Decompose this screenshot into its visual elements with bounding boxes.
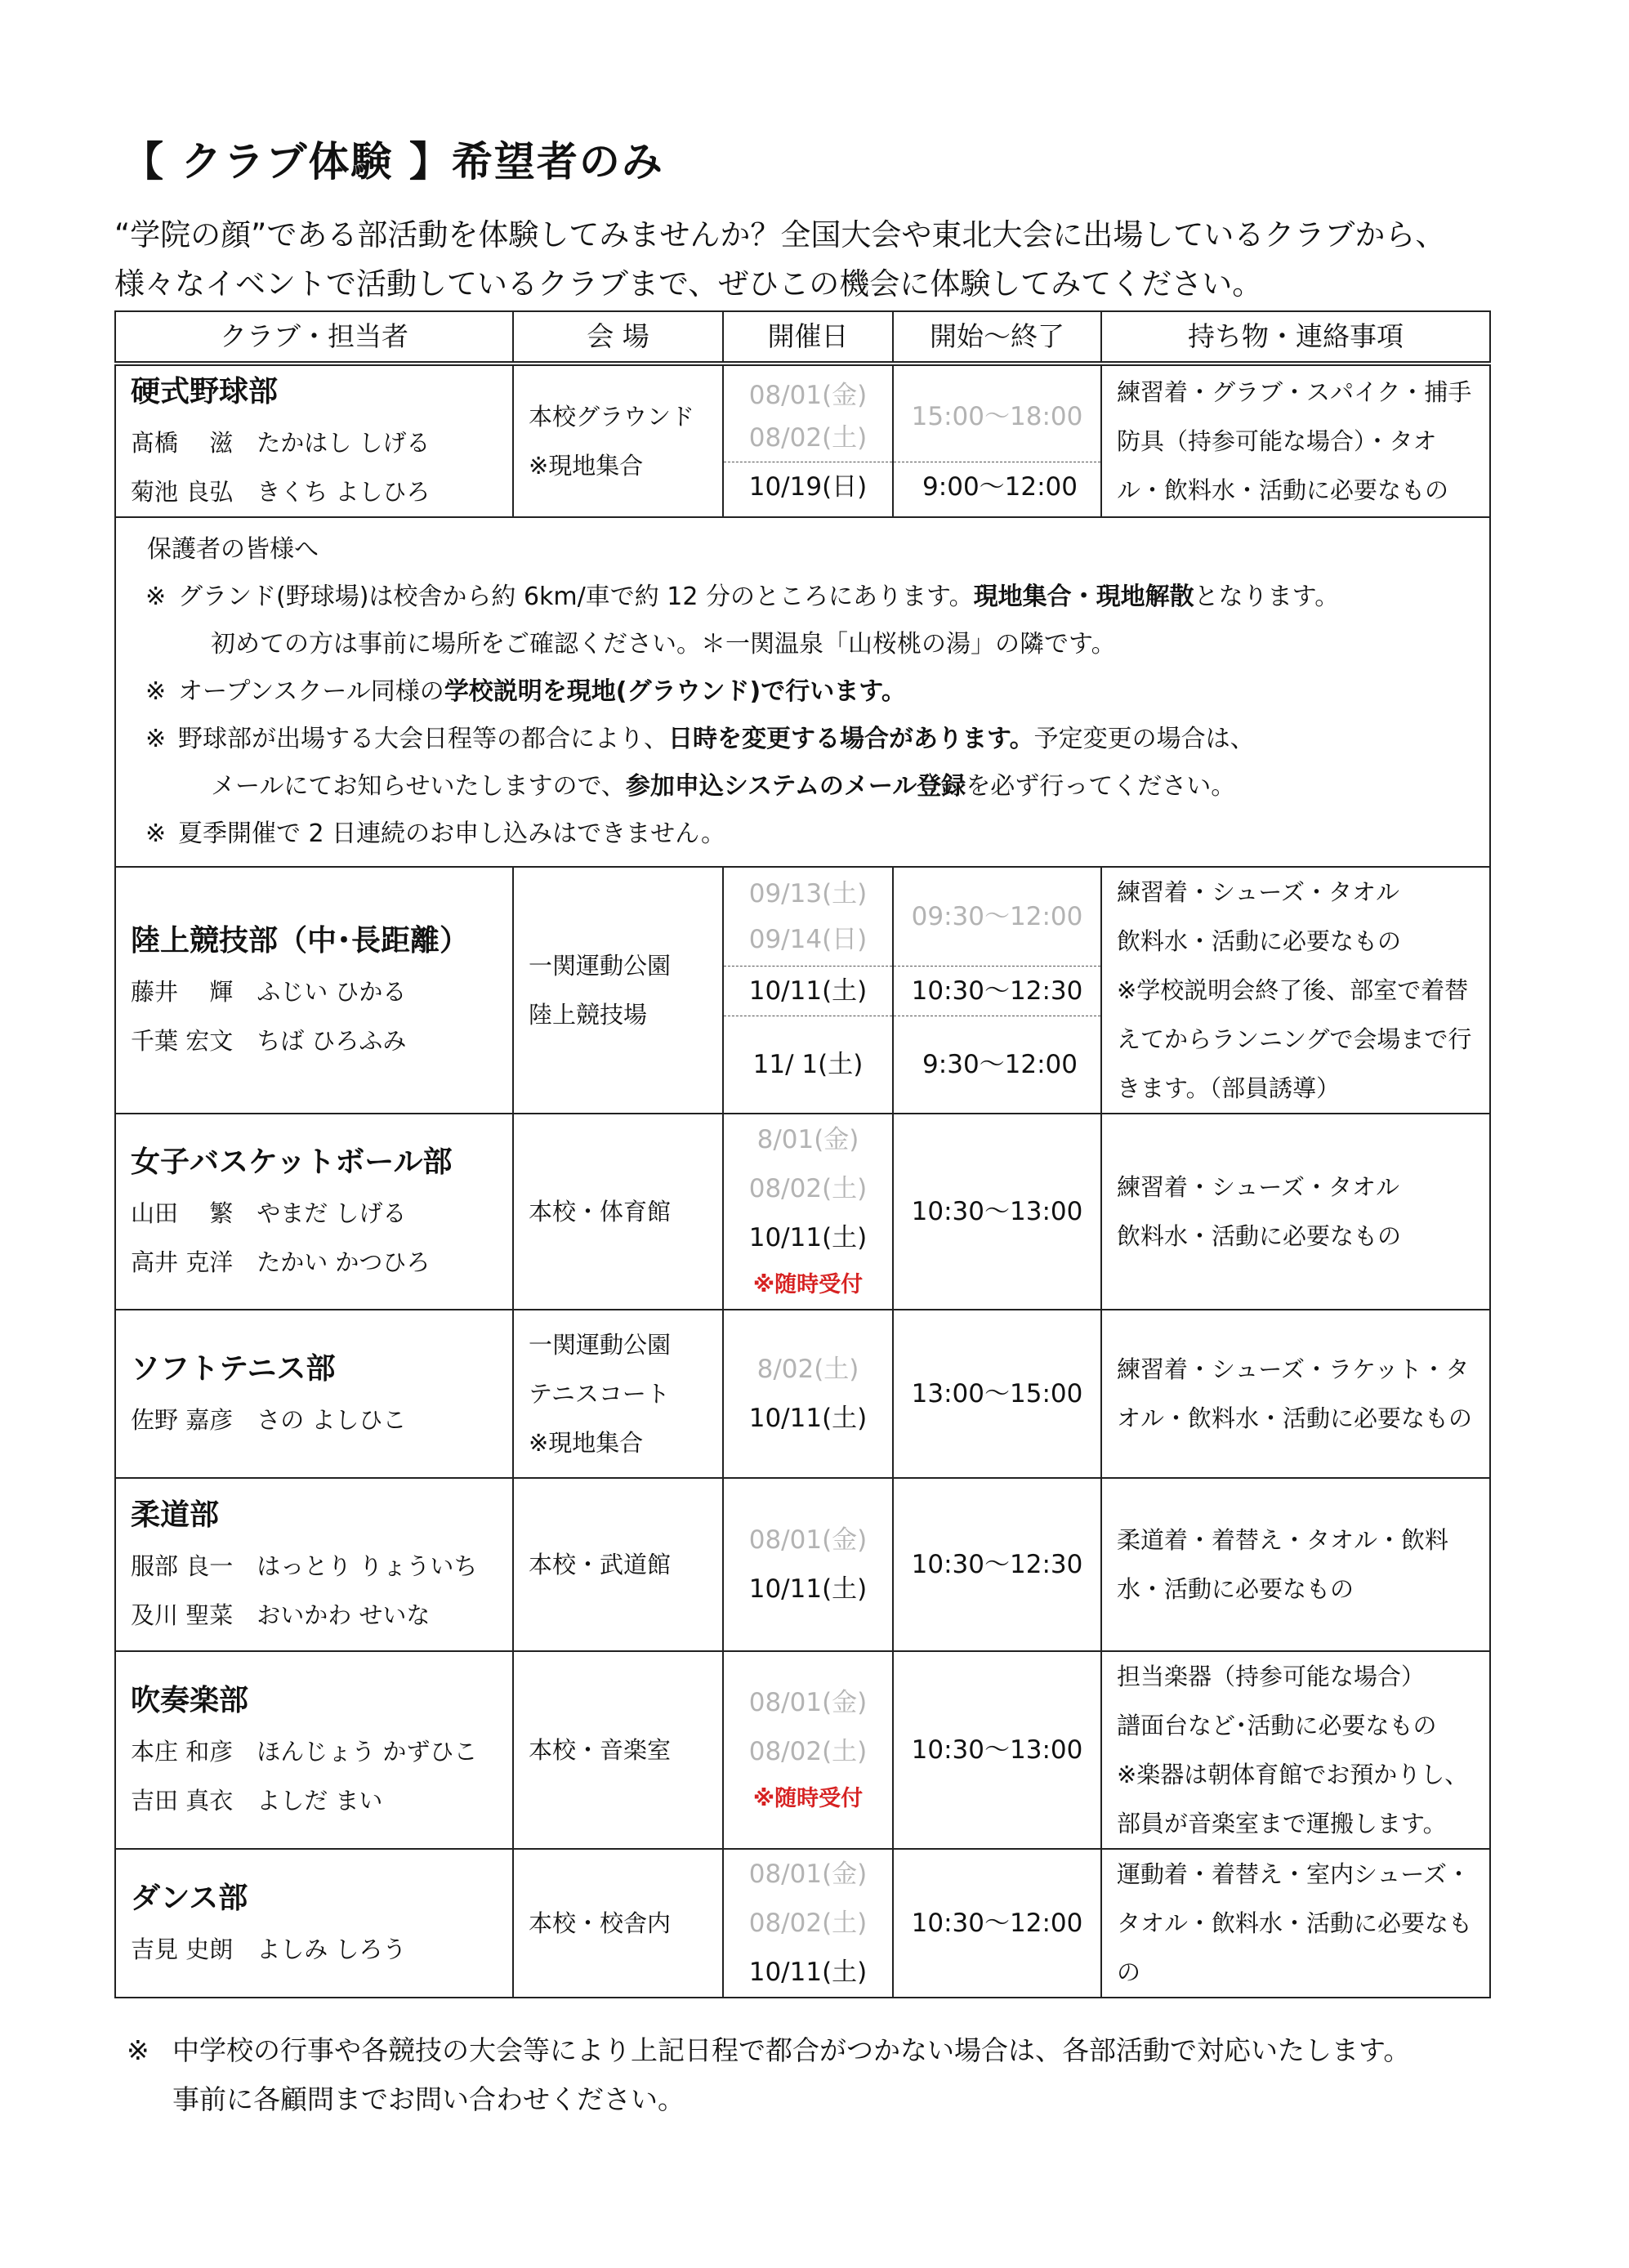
- venue-cell: 本校・武道館: [513, 1478, 723, 1651]
- notice-text: 野球部が出場する大会日程等の都合により、: [178, 725, 668, 753]
- items-cell: 担当楽器（持参可能な場合） 譜面台など･活動に必要なもの ※楽器は朝体育館でお預かりし、部員が音楽室まで運搬します。: [1101, 1651, 1490, 1849]
- notice-line: [145, 763, 1465, 810]
- date-past: 09/13(土): [748, 879, 868, 909]
- member: 高井 克洋 たかい かつひろ: [131, 1248, 431, 1276]
- date-current: 10/11(土): [748, 1574, 868, 1604]
- date-cell: [723, 1478, 893, 1651]
- notice-line: [145, 574, 1465, 621]
- page-title: 【 クラブ体験 】希望者のみ: [123, 138, 664, 185]
- header-items: 持ち物・連絡事項: [1101, 311, 1490, 364]
- club-cell: [115, 1310, 513, 1478]
- time-cell: [893, 364, 1101, 517]
- notice-cell: [115, 517, 1490, 867]
- notice-text: 夏季開催で 2 日連続のお申し込みはできません。: [178, 819, 725, 848]
- notice-text: を必ず行ってください。: [966, 772, 1236, 801]
- table-row: [115, 1114, 1490, 1310]
- date-cell: [723, 867, 893, 1114]
- member: 吉田 真衣 よしだ まい: [131, 1787, 383, 1815]
- header-club: クラブ・担当者: [115, 311, 513, 364]
- date-past: 08/02(土): [748, 1174, 868, 1203]
- notice-text: メールにてお知らせいたしますので、: [211, 772, 626, 801]
- venue-cell: 本校・校舎内: [513, 1849, 723, 1998]
- club-name: 硬式野球部: [131, 375, 279, 409]
- items-cell: 練習着・シューズ・ラケット・タオル・飲料水・活動に必要なもの: [1101, 1310, 1490, 1478]
- date-cell: [723, 1849, 893, 1998]
- time-past: 09:30～12:00: [911, 902, 1083, 931]
- note-mark: ※: [127, 2034, 150, 2066]
- club-name: 柔道部: [131, 1498, 220, 1532]
- member: 服部 良一 はっとり りょういち: [131, 1552, 478, 1580]
- time-current: 9:30～12:00: [922, 1050, 1078, 1079]
- notice-text: グランド(野球場)は校舎から約 6km/車で約 12 分のところにあります。: [178, 583, 974, 611]
- note-mark: ※: [145, 677, 167, 706]
- member: 髙橋 滋 たかはし しげる: [131, 429, 431, 457]
- time-current: 10:30～12:30: [911, 1550, 1083, 1579]
- header-venue: 会 場: [513, 311, 723, 364]
- anytime-note: ※随時受付: [752, 1272, 864, 1297]
- footer-line: 事前に各顧問までお問い合わせください。: [172, 2083, 685, 2115]
- anytime-note: ※随時受付: [752, 1786, 864, 1811]
- venue-cell: 本校・音楽室: [513, 1651, 723, 1849]
- notice-row: [115, 517, 1490, 867]
- header-time: 開始～終了: [893, 311, 1101, 364]
- date-past: 08/01(金): [748, 1688, 868, 1717]
- date-cell: [723, 1114, 893, 1310]
- date-past: 08/02(土): [748, 1737, 868, 1766]
- notice-bold: 日時を変更する場合があります。: [668, 725, 1034, 753]
- club-cell: [115, 1651, 513, 1849]
- club-name: 女子バスケットボール部: [131, 1145, 453, 1179]
- date-current: 11/ 1(土): [752, 1050, 864, 1079]
- items-cell: 練習着・グラブ・スパイク・捕手防具（持参可能な場合）・タオル・飲料水・活動に必要なもの: [1101, 364, 1490, 517]
- items-cell: 練習着・シューズ・タオル 飲料水・活動に必要なもの ※学校説明会終了後、部室で着替えてからランニングで会場まで行きます。（部員誘導）: [1101, 867, 1490, 1114]
- table-row: [115, 364, 1490, 517]
- notice-text: オープンスクール同様の: [178, 677, 444, 706]
- member: 本庄 和彦 ほんじょう かずひこ: [131, 1738, 478, 1766]
- footer-text: 中学校の行事や各競技の大会等により上記日程で都合がつかない場合は、各部活動で対応いたします。: [172, 2034, 1411, 2066]
- note-mark: ※: [145, 819, 167, 848]
- notice-text: となります。: [1194, 583, 1340, 611]
- notice-line: 初めての方は事前に場所をご確認ください。＊一関温泉「山桜桃の湯」の隣です。: [211, 630, 1116, 659]
- time-cell: [893, 867, 1101, 1114]
- date-cell: [723, 364, 893, 517]
- venue-cell: 本校・体育館: [513, 1114, 723, 1310]
- club-cell: [115, 364, 513, 517]
- time-current: 10:30～13:00: [911, 1197, 1083, 1226]
- items-cell: 柔道着・着替え・タオル・飲料水・活動に必要なもの: [1101, 1478, 1490, 1651]
- date-current: 10/11(土): [748, 1958, 868, 1987]
- venue-cell: 本校グラウンド ※現地集合: [513, 364, 723, 517]
- date-current: 10/11(土): [748, 1404, 868, 1433]
- time-current: 13:00～15:00: [911, 1379, 1083, 1409]
- member: 吉見 史朗 よしみ しろう: [131, 1935, 407, 1963]
- time-cell: [893, 1651, 1101, 1849]
- table-row: [115, 867, 1490, 1114]
- member: 山田 繁 やまだ しげる: [131, 1199, 407, 1227]
- notice-heading: 保護者の皆様へ: [147, 535, 319, 564]
- time-cell: [893, 1849, 1101, 1998]
- club-name: 吹奏楽部: [131, 1684, 249, 1717]
- time-current: 10:30～13:00: [911, 1735, 1083, 1765]
- notice-bold: 学校説明を現地(グラウンド)で行います。: [444, 677, 906, 706]
- notice-text: 予定変更の場合は、: [1033, 725, 1255, 753]
- time-cell: [893, 1310, 1101, 1478]
- notice-line: [145, 810, 1465, 858]
- club-name: ソフトテニス部: [131, 1352, 336, 1386]
- member: 及川 聖菜 おいかわ せいな: [131, 1601, 431, 1629]
- date-past: 08/02(土): [748, 422, 868, 453]
- date-current: 10/19(日): [748, 471, 868, 502]
- club-cell: [115, 1849, 513, 1998]
- notice-bold: 現地集合・現地解散: [973, 583, 1194, 611]
- note-mark: ※: [145, 725, 167, 753]
- items-cell: 練習着・シューズ・タオル 飲料水・活動に必要なもの: [1101, 1114, 1490, 1310]
- date-past: 08/01(金): [748, 1859, 868, 1889]
- footer-line: [127, 2026, 1515, 2075]
- table-row: [115, 1849, 1490, 1998]
- notice-bold: 参加申込システムのメール登録: [625, 772, 966, 801]
- time-past: 15:00～18:00: [911, 401, 1083, 431]
- time-current: 10:30～12:00: [911, 1909, 1083, 1938]
- date-past: 08/01(金): [748, 1525, 868, 1555]
- member: 佐野 嘉彦 さの よしひこ: [131, 1406, 407, 1434]
- table-row: [115, 1478, 1490, 1651]
- date-past: 09/14(日): [748, 925, 868, 954]
- club-cell: [115, 1478, 513, 1651]
- header-date: 開催日: [723, 311, 893, 364]
- date-cell: [723, 1310, 893, 1478]
- notice-line: [145, 716, 1465, 763]
- table-row: [115, 1310, 1490, 1478]
- member: 菊池 良弘 きくち よしひろ: [131, 478, 431, 506]
- time-current: 10:30～12:30: [911, 976, 1083, 1006]
- time-current: 9:00～12:00: [922, 471, 1078, 502]
- club-table: [114, 310, 1491, 1998]
- venue-cell: 一関運動公園 テニスコート ※現地集合: [513, 1310, 723, 1478]
- club-name: ダンス部: [131, 1882, 248, 1915]
- date-past: 08/02(土): [748, 1909, 868, 1938]
- club-cell: [115, 1114, 513, 1310]
- venue-cell: 一関運動公園 陸上競技場: [513, 867, 723, 1114]
- note-mark: ※: [145, 583, 167, 611]
- intro-text: “学院の顔”である部活動を体験してみませんか？全国大会や東北大会に出場しているクラブから、様々なイベントで活動しているクラブまで、ぜひこの機会に体験してみてください。: [114, 217, 1446, 301]
- date-current: 10/11(土): [748, 976, 868, 1006]
- table-header-row: [115, 311, 1490, 364]
- club-cell: [115, 867, 513, 1114]
- member: 千葉 宏文 ちば ひろふみ: [131, 1027, 407, 1055]
- date-current: 10/11(土): [748, 1223, 868, 1252]
- date-past: 8/01(金): [756, 1125, 859, 1154]
- time-cell: [893, 1114, 1101, 1310]
- date-past: 8/02(土): [756, 1355, 859, 1384]
- footer-note: [127, 2026, 1515, 2124]
- date-cell: [723, 1651, 893, 1849]
- items-cell: 運動着・着替え・室内シューズ・タオル・飲料水・活動に必要なもの: [1101, 1849, 1490, 1998]
- member: 藤井 輝 ふじい ひかる: [131, 978, 407, 1006]
- notice-line: [145, 668, 1465, 716]
- time-cell: [893, 1478, 1101, 1651]
- date-past: 08/01(金): [748, 380, 868, 410]
- table-row: [115, 1651, 1490, 1849]
- club-name: 陸上競技部（中･長距離）: [131, 924, 470, 958]
